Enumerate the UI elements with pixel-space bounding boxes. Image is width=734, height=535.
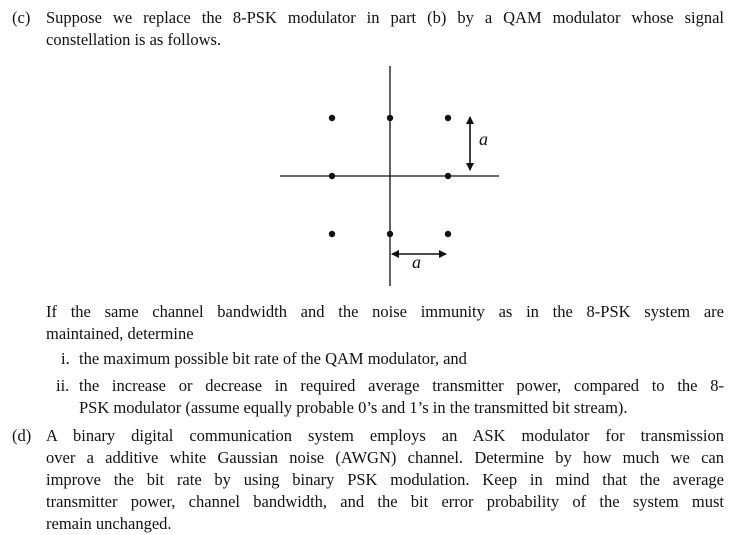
horizontal-spacing-label: a <box>412 252 421 272</box>
constellation-point <box>329 231 335 237</box>
item-i-text: the maximum possible bit rate of the QAM modulator, and <box>79 349 467 368</box>
part-d-line-3: improve the bit rate by using binary PSK modulation. Keep in mind that the average <box>46 470 724 489</box>
constellation-point <box>329 115 335 121</box>
part-c-intro-line-2: constellation is as follows. <box>46 30 222 49</box>
item-i-label: i. <box>61 349 70 368</box>
constellation-point <box>329 173 335 179</box>
constellation-point <box>387 115 393 121</box>
part-d-label: (d) <box>12 426 32 445</box>
item-ii-text-line-2: PSK modulator (assume equally probable 0’s and 1’s in the transmitted bit stream). <box>79 398 628 417</box>
part-c-after-line-1: If the same channel bandwidth and the noise immunity as in the 8-PSK system are <box>46 302 724 321</box>
part-d-line-2: over a additive white Gaussian noise (AWGN) channel. Determine by how much we can <box>46 448 724 467</box>
item-ii-label: ii. <box>56 376 70 395</box>
part-d-line-1: A binary digital communication system employs an ASK modulator for transmission <box>46 426 724 445</box>
item-ii-text-line-1: the increase or decrease in required average transmitter power, compared to the 8- <box>79 376 724 395</box>
part-d-line-4: transmitter power, channel bandwidth, and the bit error probability of the system must <box>46 492 724 511</box>
part-c-intro-line-1: Suppose we replace the 8-PSK modulator in part (b) by a QAM modulator whose signal <box>46 8 724 27</box>
part-c-after-line-2: maintained, determine <box>46 324 194 343</box>
constellation-point <box>445 173 451 179</box>
part-c-label: (c) <box>12 8 31 27</box>
part-d-line-5: remain unchanged. <box>46 514 172 533</box>
constellation-point <box>445 231 451 237</box>
constellation-point <box>445 115 451 121</box>
vertical-spacing-label: a <box>479 129 488 149</box>
constellation-point <box>387 231 393 237</box>
